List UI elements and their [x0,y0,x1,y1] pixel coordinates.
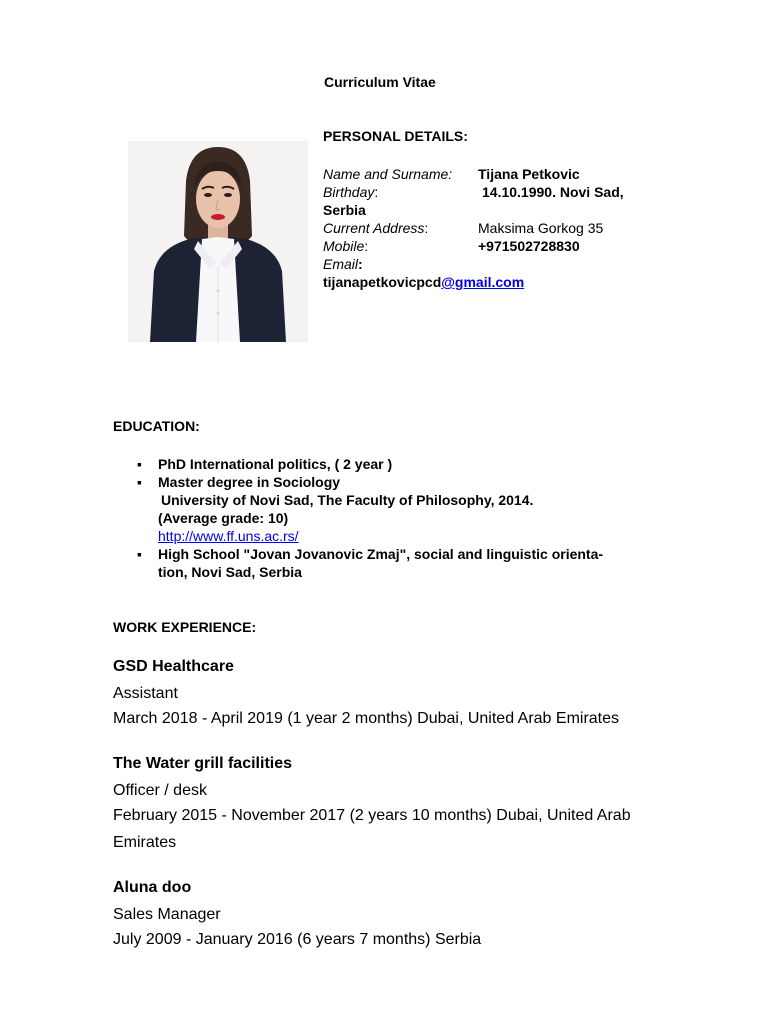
job-period: February 2015 - November 2017 (2 years 10 months) Dubai, United Arab [113,807,631,824]
education-line: High School "Jovan Jovanovic Zmaj", social and linguistic orienta- [158,546,604,562]
work-experience-heading: WORK EXPERIENCE: [113,619,257,635]
education-list [113,455,653,581]
faculty-link[interactable]: http://www.ff.uns.ac.rs/ [158,528,299,544]
email-link[interactable]: @gmail.com [441,274,525,290]
mobile-row [323,237,653,255]
job-role: Sales Manager [113,906,221,923]
name-label: Name and Surname: [323,166,453,182]
mobile-label: Mobile: [323,238,369,254]
email-label: Email: [323,256,363,272]
profile-photo [128,141,308,342]
bullet-icon: ▪ [137,546,142,562]
job-company: The Water grill facilities [113,755,293,772]
bullet-icon: ▪ [137,474,142,490]
job-period: July 2009 - January 2016 (6 years 7 months) Serbia [113,931,482,948]
name-row [323,165,653,183]
education-line: (Average grade: 10) [158,510,289,526]
birthday-label: Birthday: [323,184,379,200]
birthday-row [323,183,653,201]
job-company: GSD Healthcare [113,658,234,675]
personal-details-heading: PERSONAL DETAILS: [323,128,468,144]
name-value: Tijana Petkovic [478,166,580,182]
address-label: Current Address: [323,220,429,236]
job-role: Assistant [113,685,178,702]
bullet-icon: ▪ [137,456,142,472]
education-line: University of Novi Sad, The Faculty of Philosophy, 2014. [161,492,534,508]
education-heading: EDUCATION: [113,418,200,434]
mobile-value: +971502728830 [478,238,580,254]
job-period-cont: Emirates [113,834,177,851]
email-value [323,273,653,291]
job-company: Aluna doo [113,879,192,896]
document-title: Curriculum Vitae [324,74,436,90]
list-item [113,455,653,473]
email-user: tijanapetkovicpcd [323,274,442,290]
address-value: Maksima Gorkog 35 [478,220,604,236]
education-line: Master degree in Sociology [158,474,341,490]
job-period: March 2018 - April 2019 (1 year 2 months) Dubai, United Arab Emirates [113,710,620,727]
job-role: Officer / desk [113,782,207,799]
education-line: PhD International politics, ( 2 year ) [158,456,393,472]
address-row [323,219,653,237]
education-line: tion, Novi Sad, Serbia [158,564,302,580]
list-item [113,473,653,545]
birthday-value: 14.10.1990. Novi Sad, [482,184,624,200]
birthday-value-cont: Serbia [323,202,366,218]
personal-details [323,165,653,291]
email-row [323,255,653,273]
list-item [113,545,653,581]
